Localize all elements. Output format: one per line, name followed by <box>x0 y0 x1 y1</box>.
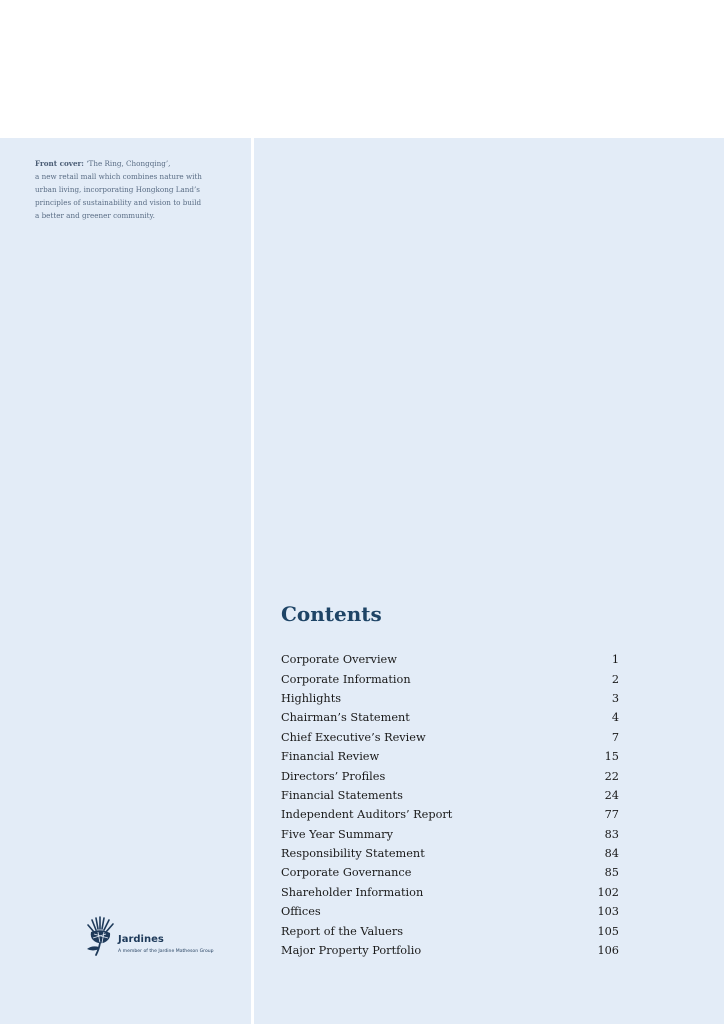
toc-entry-page: 3 <box>611 691 619 705</box>
toc-entry-label: Shareholder Information <box>281 885 424 899</box>
caption-line: a better and greener community. <box>35 211 155 220</box>
toc-entry-label: Corporate Governance <box>281 866 412 880</box>
toc-entry-label: Corporate Overview <box>281 653 397 667</box>
caption-line: a new retail mall which combines nature with <box>35 172 202 181</box>
toc-entry-page: 106 <box>597 944 619 958</box>
caption-line: urban living, incorporating Hongkong Land’s <box>35 185 200 194</box>
toc-entry-label: Financial Statements <box>281 788 403 802</box>
toc-entry[interactable] <box>281 902 619 921</box>
toc-entry-page: 84 <box>604 847 619 861</box>
contents-title: Contents <box>281 602 382 626</box>
left-panel <box>0 138 251 1024</box>
toc-entry[interactable] <box>281 863 619 882</box>
toc-entry-label: Financial Review <box>281 750 380 764</box>
toc-entry-label: Chief Executive’s Review <box>281 730 426 744</box>
toc-entry-label: Directors’ Profiles <box>281 769 386 783</box>
toc-entry-page: 4 <box>611 711 619 725</box>
toc-entry-page: 77 <box>604 808 619 822</box>
toc-entry-page: 103 <box>597 905 619 919</box>
toc-entry-page: 2 <box>611 672 619 686</box>
toc-entry-label: Chairman’s Statement <box>281 711 410 725</box>
toc-entry[interactable] <box>281 650 619 669</box>
toc-entry[interactable] <box>281 766 619 785</box>
toc-entry[interactable] <box>281 689 619 708</box>
toc-entry-page: 24 <box>604 788 619 802</box>
toc-entry[interactable] <box>281 883 619 902</box>
jardines-logo <box>84 916 234 960</box>
toc-entry-label: Five Year Summary <box>281 827 393 841</box>
toc-entry[interactable] <box>281 708 619 727</box>
toc-entry[interactable] <box>281 825 619 844</box>
logo-tagline: A member of the Jardine Matheson Group <box>118 949 214 954</box>
thistle-icon <box>84 916 118 958</box>
toc-entry-label: Independent Auditors’ Report <box>281 808 453 822</box>
toc-entry-label: Report of the Valuers <box>281 924 404 938</box>
toc-entry[interactable] <box>281 669 619 688</box>
toc-entry-label: Responsibility Statement <box>281 847 425 861</box>
caption-line: ‘The Ring, Chongqing’, <box>86 159 171 168</box>
toc-entry-label: Corporate Information <box>281 672 411 686</box>
toc-entry-page: 15 <box>604 750 619 764</box>
toc-entry-page: 105 <box>597 924 619 938</box>
toc-entry-page: 102 <box>597 885 619 899</box>
toc-entry[interactable] <box>281 844 619 863</box>
caption-line: principles of sustainability and vision to build <box>35 198 202 207</box>
toc-entry-page: 7 <box>611 730 619 744</box>
toc-entry-page: 83 <box>604 827 619 841</box>
toc-entry[interactable] <box>281 728 619 747</box>
table-of-contents <box>281 650 619 960</box>
toc-entry-label: Highlights <box>281 691 342 705</box>
toc-entry[interactable] <box>281 805 619 824</box>
toc-entry-page: 85 <box>604 866 619 880</box>
toc-entry-label: Major Property Portfolio <box>281 944 422 958</box>
caption-label: Front cover: <box>35 159 84 168</box>
front-cover-caption <box>35 157 235 222</box>
toc-entry[interactable] <box>281 747 619 766</box>
toc-entry-page: 1 <box>611 653 619 667</box>
toc-entry[interactable] <box>281 786 619 805</box>
logo-name: Jardines <box>118 934 164 945</box>
toc-entry-label: Offices <box>281 905 321 919</box>
toc-entry[interactable] <box>281 921 619 940</box>
toc-entry[interactable] <box>281 941 619 960</box>
toc-entry-page: 22 <box>604 769 619 783</box>
